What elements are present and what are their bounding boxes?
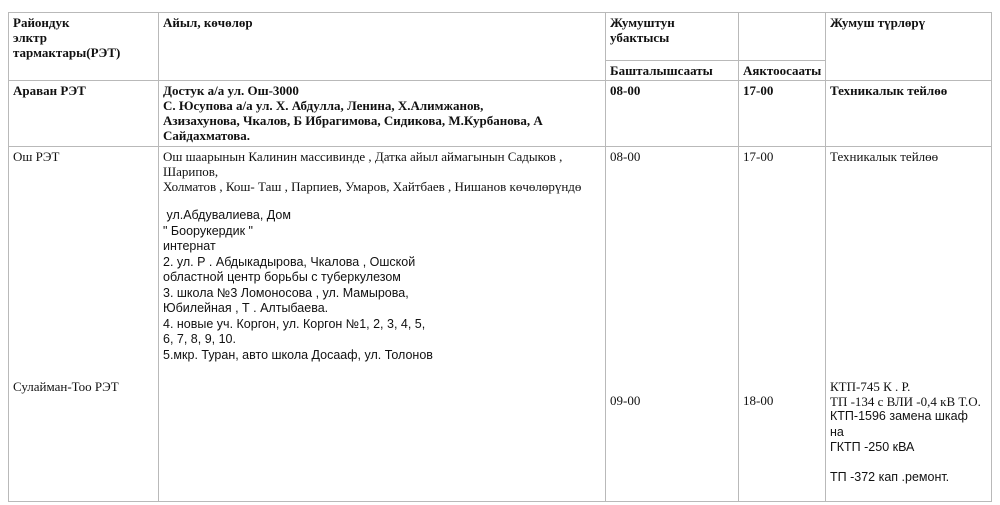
street-line: ул.Абдувалиева, Дом bbox=[163, 208, 291, 222]
outage-schedule-table bbox=[8, 12, 992, 502]
street-line: 6, 7, 8, 9, 10. bbox=[163, 332, 236, 346]
header-work-time-line: Жумуштун bbox=[610, 15, 675, 30]
street-line: 4. новые уч. Коргон, ул. Коргон №1, 2, 3, 4, 5, bbox=[163, 316, 426, 331]
street-line: Шарипов, bbox=[163, 164, 219, 179]
street-line: 5.мкр. Туран, авто школа Досааф, ул. Толонов bbox=[163, 347, 433, 362]
end-time-cell: 17-00 bbox=[739, 81, 826, 147]
end-time-2: 18-00 bbox=[743, 393, 774, 408]
work-line: ТП -134 с ВЛИ -0,4 кВ Т.О. bbox=[830, 394, 981, 409]
header-district-line: Райондук bbox=[13, 15, 70, 30]
street-line: областной центр борьбы с туберкулезом bbox=[163, 270, 401, 284]
header-villages: Айыл, көчөлөр bbox=[159, 13, 606, 81]
work-line: КТП-745 К . Р. bbox=[830, 379, 911, 394]
header-district-line: тармактары(РЭТ) bbox=[13, 45, 121, 60]
street-line: 3. школа №3 Ломоносова , ул. Мамырова, bbox=[163, 285, 409, 300]
district-cell: Араван РЭТ bbox=[9, 81, 159, 147]
header-start: Башталышсааты bbox=[606, 61, 739, 81]
street-line: С. Юсупова а/а ул. Х. Абдулла, Ленина, Х.Алимжанов, bbox=[163, 98, 484, 113]
street-line: Ош шаарынын Калинин массивинде , Датка айыл аймагынын Садыков , bbox=[163, 149, 563, 164]
spacer bbox=[163, 194, 601, 208]
streets-cell bbox=[159, 81, 606, 147]
work-type-cell: Техникалык тейлөө bbox=[826, 81, 992, 147]
header-empty-cell bbox=[739, 13, 826, 61]
street-line: " Боорукердик " bbox=[163, 223, 253, 238]
table-row bbox=[9, 147, 992, 502]
work-line: на bbox=[830, 424, 844, 439]
street-line: Сайдахматова. bbox=[163, 128, 251, 143]
header-district bbox=[9, 13, 159, 81]
work-line: КТП-1596 замена шкаф bbox=[830, 409, 968, 423]
header-end: Аяктоосааты bbox=[739, 61, 826, 81]
district-name: Ош РЭТ bbox=[13, 149, 60, 164]
header-work-time-line: убактысы bbox=[610, 30, 670, 45]
table-row bbox=[9, 81, 992, 147]
street-line: Азизахунова, Чкалов, Б Ибрагимова, Сидикова, М.Курбанова, А bbox=[163, 113, 543, 128]
start-time: 08-00 bbox=[610, 149, 641, 164]
district-name-2: Сулайман-Тоо РЭТ bbox=[13, 379, 119, 394]
work-sans-block bbox=[830, 409, 990, 485]
work-line bbox=[830, 456, 990, 470]
start-time-cell bbox=[606, 147, 739, 502]
district-cell bbox=[9, 147, 159, 502]
header-work-time bbox=[606, 13, 739, 61]
street-line: интернат bbox=[163, 239, 216, 253]
work-type-cell bbox=[826, 147, 992, 502]
streets-extra-block bbox=[163, 208, 601, 363]
work-type-2-block bbox=[830, 379, 990, 485]
header-row bbox=[9, 13, 992, 61]
street-line: Холматов , Кош- Таш , Парпиев, Умаров, Хайтбаев , Нишанов көчөлөрүндө bbox=[163, 179, 582, 194]
streets-cell bbox=[159, 147, 606, 502]
header-work-types: Жумуш түрлөрү bbox=[826, 13, 992, 81]
work-type: Техникалык тейлөө bbox=[830, 149, 939, 164]
start-time-cell: 08-00 bbox=[606, 81, 739, 147]
street-line: Достук а/а ул. Ош-3000 bbox=[163, 83, 299, 98]
end-time: 17-00 bbox=[743, 149, 774, 164]
end-time-cell bbox=[739, 147, 826, 502]
header-district-line: элктр bbox=[13, 30, 47, 45]
street-line: Юбилейная , Т . Алтыбаева. bbox=[163, 301, 329, 315]
street-line: 2. ул. Р . Абдыкадырова, Чкалова , Ошской bbox=[163, 254, 416, 269]
start-time-2: 09-00 bbox=[610, 393, 641, 408]
work-line: ТП -372 кап .ремонт. bbox=[830, 469, 950, 484]
work-line: ГКТП -250 кВА bbox=[830, 440, 915, 454]
